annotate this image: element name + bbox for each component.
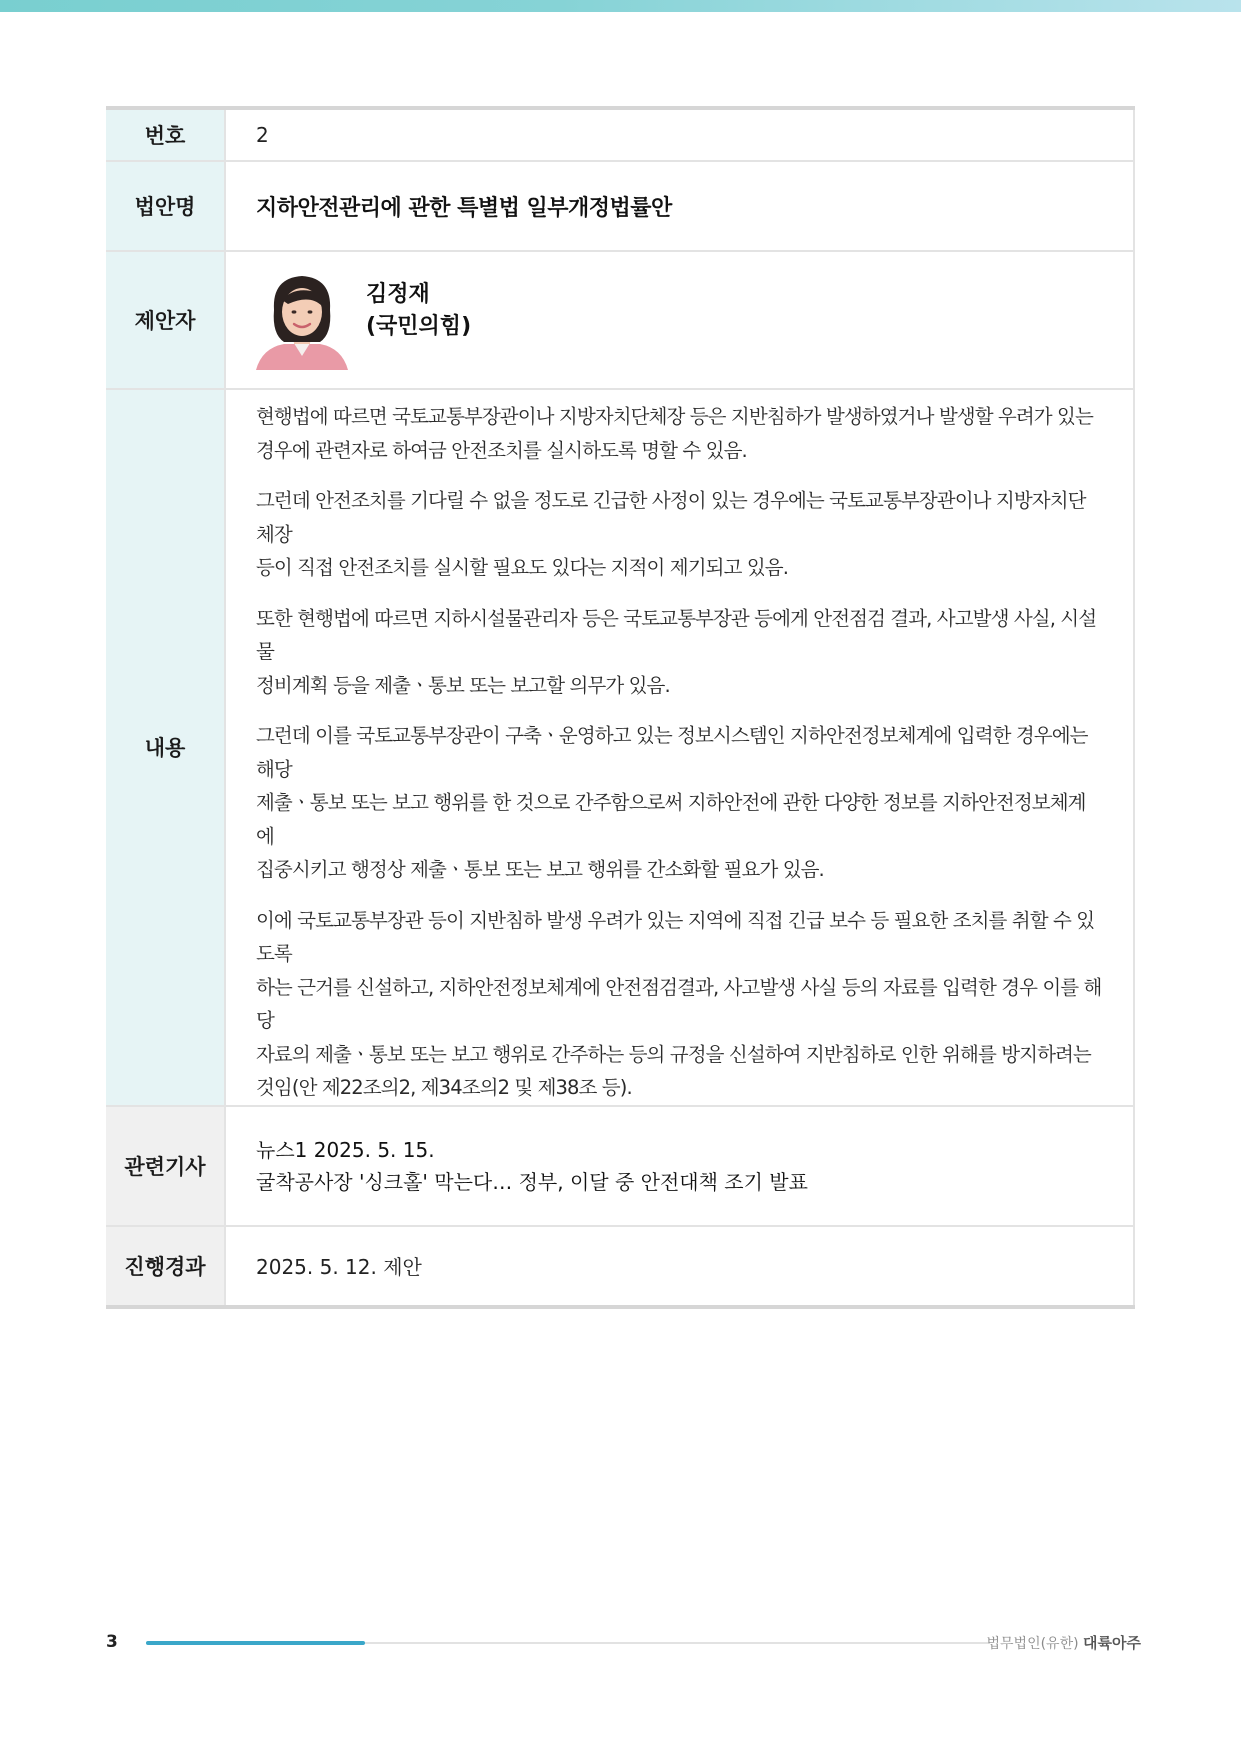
content-paragraph: 이에 국토교통부장관 등이 지반침하 발생 우려가 있는 지역에 직접 긴급 보수 등 필요한 조치를 취할 수 있도록 하는 근거를 신설하고, 지하안전정보체계에 안전점검결과, 사고발생 사실 등의 자료를 입력한 경우 이를 해당 자료의 제출ㆍ통보 또는 보고 행위로 간주하는 등의 규정을 신설하여 지반침하로 인한 위해를 방지하려는 것임(안 제22조의2, 제34조의2 및 제38조 등).: [256, 908, 1102, 1099]
content-paragraph: 또한 현행법에 따르면 지하시설물관리자 등은 국토교통부장관 등에게 안전점검 결과, 사고발생 사실, 시설물 정비계획 등을 제출ㆍ통보 또는 보고할 의무가 있음.: [256, 606, 1097, 697]
label-progress: 진행경과: [106, 1226, 225, 1307]
label-number: 번호: [106, 108, 225, 161]
news-headline: 굴착공사장 '싱크홀' 막는다… 정부, 이달 중 안전대책 조기 발표: [256, 1169, 808, 1194]
value-bill-name-cell: [225, 161, 1134, 251]
page-progress-fill: [146, 1641, 365, 1645]
value-proposer-cell: [225, 251, 1134, 389]
row-content: [106, 389, 1134, 1106]
row-proposer: [106, 251, 1134, 389]
content-paragraph: 그런데 안전조치를 기다릴 수 없을 정도로 긴급한 사정이 있는 경우에는 국토교통부장관이나 지방자치단체장 등이 직접 안전조치를 실시할 필요도 있다는 지적이 제기되고 있음.: [256, 489, 1086, 579]
value-content-cell: [225, 389, 1134, 1106]
content-paragraph: 그런데 이를 국토교통부장관이 구축ㆍ운영하고 있는 정보시스템인 지하안전정보체계에 입력한 경우에는 해당 제출ㆍ통보 또는 보고 행위를 한 것으로 간주함으로써 지하안전에 관한 다양한 정보를 지하안전정보체계에 집중시키고 행정상 제출ㆍ통보 또는 보고 행위를 간소화할 필요가 있음.: [256, 724, 1088, 881]
bill-name-text: 지하안전관리에 관한 특별법 일부개정법률안: [256, 195, 672, 221]
label-related-news: 관련기사: [106, 1106, 225, 1226]
proposer-party: (국민의힘): [366, 314, 472, 339]
value-progress: 2025. 5. 12. 제안: [225, 1226, 1134, 1307]
value-related-news-cell: [225, 1106, 1134, 1226]
firm-name: [987, 1632, 1142, 1653]
top-accent-bar: [0, 0, 1241, 12]
firm-brand: 대륙아주: [1083, 1634, 1141, 1652]
value-number: 2: [225, 108, 1134, 161]
row-number: [106, 108, 1134, 161]
news-source-date: 뉴스1 2025. 5. 15.: [256, 1137, 435, 1162]
page-number: 3: [106, 1632, 118, 1652]
row-bill-name: [106, 161, 1134, 251]
label-content: 내용: [106, 389, 225, 1106]
row-progress: [106, 1226, 1134, 1307]
content-paragraphs: [256, 390, 1103, 1105]
proposer-name: 김정재: [366, 282, 430, 307]
page-progress-track: [146, 1642, 990, 1644]
proposer-block: [256, 270, 1103, 370]
label-proposer: 제안자: [106, 251, 225, 389]
firm-prefix: 법무법인(유한): [986, 1636, 1079, 1652]
row-related-news: [106, 1106, 1134, 1226]
content-paragraph: 현행법에 따르면 국토교통부장관이나 지방자치단체장 등은 지반침하가 발생하였거나 발생할 우려가 있는 경우에 관련자로 하여금 안전조치를 실시하도록 명할 수 있음.: [256, 405, 1093, 462]
proposer-text: [366, 279, 471, 343]
label-bill-name: 법안명: [106, 161, 225, 251]
bill-info-table: [106, 106, 1135, 1309]
proposer-photo: [254, 270, 350, 370]
